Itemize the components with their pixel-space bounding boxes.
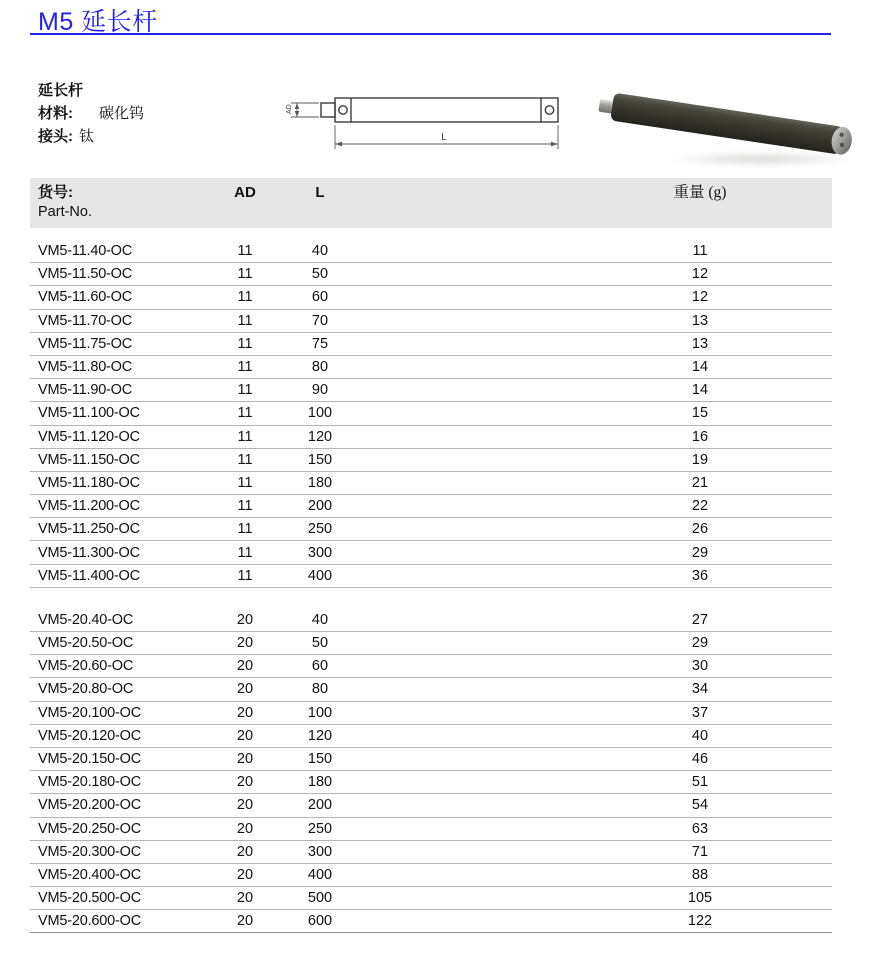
table-row bbox=[30, 863, 832, 886]
part-number-cell: VM5-11.100-OC bbox=[30, 402, 210, 425]
length-cell: 500 bbox=[280, 887, 360, 910]
spacer-cell bbox=[360, 747, 640, 770]
material-label: 材料: bbox=[38, 105, 73, 122]
ad-cell: 11 bbox=[210, 309, 280, 332]
spacer-cell bbox=[360, 495, 640, 518]
length-cell: 100 bbox=[280, 402, 360, 425]
part-number-cell: VM5-11.70-OC bbox=[30, 309, 210, 332]
weight-cell: 14 bbox=[640, 355, 760, 378]
end-cell bbox=[760, 541, 832, 564]
table-row bbox=[30, 794, 832, 817]
weight-cell: 22 bbox=[640, 495, 760, 518]
table-row bbox=[30, 355, 832, 378]
table-row bbox=[30, 309, 832, 332]
table-group-spacer bbox=[30, 587, 832, 609]
part-number-cell: VM5-20.150-OC bbox=[30, 747, 210, 770]
product-name: 延长杆 bbox=[38, 82, 84, 99]
parts-table-rows bbox=[30, 240, 832, 933]
ad-cell: 11 bbox=[210, 286, 280, 309]
part-number-cell: VM5-20.250-OC bbox=[30, 817, 210, 840]
spacer-cell bbox=[360, 632, 640, 655]
length-cell: 100 bbox=[280, 701, 360, 724]
length-cell: 200 bbox=[280, 794, 360, 817]
header-l: L bbox=[315, 184, 325, 201]
table-row bbox=[30, 701, 832, 724]
part-number-cell: VM5-20.120-OC bbox=[30, 724, 210, 747]
product-photo bbox=[596, 76, 876, 176]
spacer-cell bbox=[360, 564, 640, 587]
length-cell: 250 bbox=[280, 817, 360, 840]
spacer-cell bbox=[360, 263, 640, 286]
length-cell: 50 bbox=[280, 263, 360, 286]
cap-hole bbox=[839, 132, 844, 137]
ad-cell: 20 bbox=[210, 910, 280, 933]
end-cell bbox=[760, 817, 832, 840]
ad-cell: 20 bbox=[210, 817, 280, 840]
header-part-no-cn: 货号: bbox=[38, 184, 73, 201]
spacer-cell bbox=[360, 701, 640, 724]
weight-cell: 37 bbox=[640, 701, 760, 724]
ad-cell: 11 bbox=[210, 355, 280, 378]
weight-cell: 30 bbox=[640, 655, 760, 678]
spacer-cell bbox=[360, 518, 640, 541]
dim-ad-label: AD bbox=[286, 104, 293, 114]
ad-cell: 11 bbox=[210, 263, 280, 286]
weight-cell: 21 bbox=[640, 471, 760, 494]
weight-cell: 27 bbox=[640, 609, 760, 632]
end-cell bbox=[760, 887, 832, 910]
end-cell bbox=[760, 425, 832, 448]
length-cell: 300 bbox=[280, 840, 360, 863]
spacer-cell bbox=[360, 678, 640, 701]
end-cell bbox=[760, 655, 832, 678]
part-number-cell: VM5-11.400-OC bbox=[30, 564, 210, 587]
spacer-cell bbox=[360, 448, 640, 471]
table-row bbox=[30, 887, 832, 910]
header-ad: AD bbox=[234, 184, 256, 201]
weight-cell: 26 bbox=[640, 518, 760, 541]
material-value: 碳化钨 bbox=[99, 106, 145, 122]
ad-cell: 20 bbox=[210, 887, 280, 910]
weight-cell: 14 bbox=[640, 379, 760, 402]
ad-cell: 20 bbox=[210, 840, 280, 863]
table-row bbox=[30, 541, 832, 564]
weight-cell: 29 bbox=[640, 632, 760, 655]
weight-cell: 51 bbox=[640, 771, 760, 794]
table-row bbox=[30, 817, 832, 840]
table-row bbox=[30, 448, 832, 471]
weight-cell: 11 bbox=[640, 240, 760, 263]
end-cell bbox=[760, 495, 832, 518]
part-number-cell: VM5-11.200-OC bbox=[30, 495, 210, 518]
page-title: M5 延长杆 bbox=[38, 8, 158, 36]
spacer-cell bbox=[360, 724, 640, 747]
spacer-cell bbox=[360, 332, 640, 355]
ad-cell: 20 bbox=[210, 655, 280, 678]
end-cell bbox=[760, 678, 832, 701]
spacer-cell bbox=[360, 655, 640, 678]
weight-cell: 40 bbox=[640, 724, 760, 747]
length-cell: 40 bbox=[280, 240, 360, 263]
part-number-cell: VM5-11.150-OC bbox=[30, 448, 210, 471]
spacer-cell bbox=[360, 887, 640, 910]
length-cell: 400 bbox=[280, 564, 360, 587]
product-info bbox=[38, 80, 278, 148]
table-row bbox=[30, 495, 832, 518]
length-cell: 200 bbox=[280, 495, 360, 518]
cap-hole bbox=[840, 143, 845, 148]
ad-cell: 11 bbox=[210, 425, 280, 448]
joint-value: 钛 bbox=[79, 129, 95, 145]
length-cell: 250 bbox=[280, 518, 360, 541]
joint-row bbox=[38, 126, 278, 148]
part-number-cell: VM5-11.60-OC bbox=[30, 286, 210, 309]
spacer-cell bbox=[360, 863, 640, 886]
spacer-cell bbox=[360, 471, 640, 494]
parts-table-header bbox=[30, 178, 832, 228]
weight-cell: 12 bbox=[640, 286, 760, 309]
ad-cell: 20 bbox=[210, 863, 280, 886]
material-row bbox=[38, 103, 278, 125]
end-cell bbox=[760, 747, 832, 770]
ad-cell: 11 bbox=[210, 541, 280, 564]
end-cell bbox=[760, 724, 832, 747]
table-row bbox=[30, 771, 832, 794]
table-row bbox=[30, 425, 832, 448]
end-cell bbox=[760, 564, 832, 587]
spacer-cell bbox=[360, 817, 640, 840]
end-cell bbox=[760, 794, 832, 817]
weight-cell: 71 bbox=[640, 840, 760, 863]
part-number-cell: VM5-11.90-OC bbox=[30, 379, 210, 402]
spacer-cell bbox=[360, 355, 640, 378]
part-number-cell: VM5-11.40-OC bbox=[30, 240, 210, 263]
spacer-cell bbox=[360, 240, 640, 263]
part-number-cell: VM5-11.300-OC bbox=[30, 541, 210, 564]
end-cell bbox=[760, 518, 832, 541]
technical-drawing bbox=[283, 85, 573, 160]
end-cell bbox=[760, 771, 832, 794]
spacer-cell bbox=[360, 910, 640, 933]
ad-cell: 20 bbox=[210, 701, 280, 724]
weight-cell: 16 bbox=[640, 425, 760, 448]
ad-cell: 20 bbox=[210, 771, 280, 794]
ad-cell: 20 bbox=[210, 724, 280, 747]
length-cell: 60 bbox=[280, 655, 360, 678]
ad-cell: 11 bbox=[210, 402, 280, 425]
ad-cell: 11 bbox=[210, 240, 280, 263]
weight-cell: 13 bbox=[640, 332, 760, 355]
end-cell bbox=[760, 309, 832, 332]
end-cell bbox=[760, 701, 832, 724]
table-row bbox=[30, 518, 832, 541]
weight-cell: 19 bbox=[640, 448, 760, 471]
weight-cell: 46 bbox=[640, 747, 760, 770]
rod-body bbox=[610, 93, 844, 155]
spacer-cell bbox=[360, 379, 640, 402]
weight-cell: 34 bbox=[640, 678, 760, 701]
spacer-cell bbox=[360, 286, 640, 309]
spacer-cell bbox=[360, 840, 640, 863]
ad-cell: 20 bbox=[210, 632, 280, 655]
weight-cell: 88 bbox=[640, 863, 760, 886]
ad-cell: 20 bbox=[210, 609, 280, 632]
spacer-cell bbox=[360, 541, 640, 564]
table-row bbox=[30, 402, 832, 425]
parts-table-body bbox=[30, 240, 832, 933]
header-part-no-en: Part-No. bbox=[38, 204, 92, 220]
table-row bbox=[30, 609, 832, 632]
weight-cell: 36 bbox=[640, 564, 760, 587]
part-number-cell: VM5-11.80-OC bbox=[30, 355, 210, 378]
end-cell bbox=[760, 609, 832, 632]
header-weight: 重量 (g) bbox=[673, 184, 727, 201]
part-number-cell: VM5-20.400-OC bbox=[30, 863, 210, 886]
length-cell: 60 bbox=[280, 286, 360, 309]
spacer-cell bbox=[360, 402, 640, 425]
spacer-cell bbox=[360, 309, 640, 332]
weight-cell: 29 bbox=[640, 541, 760, 564]
table-row bbox=[30, 910, 832, 933]
length-cell: 300 bbox=[280, 541, 360, 564]
length-cell: 120 bbox=[280, 724, 360, 747]
end-cell bbox=[760, 263, 832, 286]
length-cell: 80 bbox=[280, 678, 360, 701]
ad-cell: 11 bbox=[210, 332, 280, 355]
end-cell bbox=[760, 632, 832, 655]
ad-cell: 11 bbox=[210, 518, 280, 541]
length-cell: 400 bbox=[280, 863, 360, 886]
table-row bbox=[30, 564, 832, 587]
part-number-cell: VM5-11.250-OC bbox=[30, 518, 210, 541]
length-cell: 80 bbox=[280, 355, 360, 378]
ad-cell: 20 bbox=[210, 794, 280, 817]
spacer-cell bbox=[360, 771, 640, 794]
table-row bbox=[30, 840, 832, 863]
part-number-cell: VM5-11.50-OC bbox=[30, 263, 210, 286]
part-number-cell: VM5-20.40-OC bbox=[30, 609, 210, 632]
table-row bbox=[30, 655, 832, 678]
parts-table bbox=[30, 178, 832, 930]
ad-cell: 11 bbox=[210, 495, 280, 518]
end-cell bbox=[760, 240, 832, 263]
length-cell: 600 bbox=[280, 910, 360, 933]
length-cell: 180 bbox=[280, 771, 360, 794]
title-divider bbox=[30, 33, 831, 35]
part-number-cell: VM5-20.500-OC bbox=[30, 887, 210, 910]
table-row bbox=[30, 724, 832, 747]
part-number-cell: VM5-20.300-OC bbox=[30, 840, 210, 863]
part-number-cell: VM5-11.75-OC bbox=[30, 332, 210, 355]
part-number-cell: VM5-20.180-OC bbox=[30, 771, 210, 794]
table-row bbox=[30, 747, 832, 770]
part-number-cell: VM5-11.120-OC bbox=[30, 425, 210, 448]
part-number-cell: VM5-20.80-OC bbox=[30, 678, 210, 701]
table-row bbox=[30, 263, 832, 286]
part-number-cell: VM5-20.100-OC bbox=[30, 701, 210, 724]
part-number-cell: VM5-20.200-OC bbox=[30, 794, 210, 817]
end-cell bbox=[760, 332, 832, 355]
table-row bbox=[30, 240, 832, 263]
weight-cell: 13 bbox=[640, 309, 760, 332]
end-cell bbox=[760, 863, 832, 886]
table-row bbox=[30, 286, 832, 309]
end-cell bbox=[760, 471, 832, 494]
table-row bbox=[30, 379, 832, 402]
length-cell: 180 bbox=[280, 471, 360, 494]
ad-cell: 20 bbox=[210, 678, 280, 701]
weight-cell: 54 bbox=[640, 794, 760, 817]
spacer-cell bbox=[360, 794, 640, 817]
weight-cell: 15 bbox=[640, 402, 760, 425]
weight-cell: 122 bbox=[640, 910, 760, 933]
length-cell: 120 bbox=[280, 425, 360, 448]
extension-rod-image bbox=[610, 93, 862, 160]
ad-cell: 11 bbox=[210, 448, 280, 471]
table-row bbox=[30, 332, 832, 355]
end-cell bbox=[760, 286, 832, 309]
length-cell: 90 bbox=[280, 379, 360, 402]
weight-cell: 12 bbox=[640, 263, 760, 286]
table-row bbox=[30, 471, 832, 494]
length-cell: 40 bbox=[280, 609, 360, 632]
spacer-cell bbox=[360, 609, 640, 632]
joint-label: 接头: bbox=[38, 128, 73, 145]
dim-l-label: L bbox=[441, 132, 447, 143]
spacer-cell bbox=[360, 425, 640, 448]
table-row bbox=[30, 678, 832, 701]
part-number-cell: VM5-20.50-OC bbox=[30, 632, 210, 655]
ad-cell: 11 bbox=[210, 379, 280, 402]
length-cell: 50 bbox=[280, 632, 360, 655]
end-cell bbox=[760, 379, 832, 402]
part-number-cell: VM5-20.600-OC bbox=[30, 910, 210, 933]
ad-cell: 11 bbox=[210, 564, 280, 587]
end-cell bbox=[760, 355, 832, 378]
ad-cell: 20 bbox=[210, 747, 280, 770]
length-cell: 75 bbox=[280, 332, 360, 355]
end-cell bbox=[760, 448, 832, 471]
length-cell: 150 bbox=[280, 747, 360, 770]
length-cell: 150 bbox=[280, 448, 360, 471]
table-row bbox=[30, 632, 832, 655]
length-cell: 70 bbox=[280, 309, 360, 332]
weight-cell: 105 bbox=[640, 887, 760, 910]
end-cell bbox=[760, 402, 832, 425]
part-number-cell: VM5-11.180-OC bbox=[30, 471, 210, 494]
weight-cell: 63 bbox=[640, 817, 760, 840]
part-number-cell: VM5-20.60-OC bbox=[30, 655, 210, 678]
end-cell bbox=[760, 910, 832, 933]
end-cell bbox=[760, 840, 832, 863]
ad-cell: 11 bbox=[210, 471, 280, 494]
